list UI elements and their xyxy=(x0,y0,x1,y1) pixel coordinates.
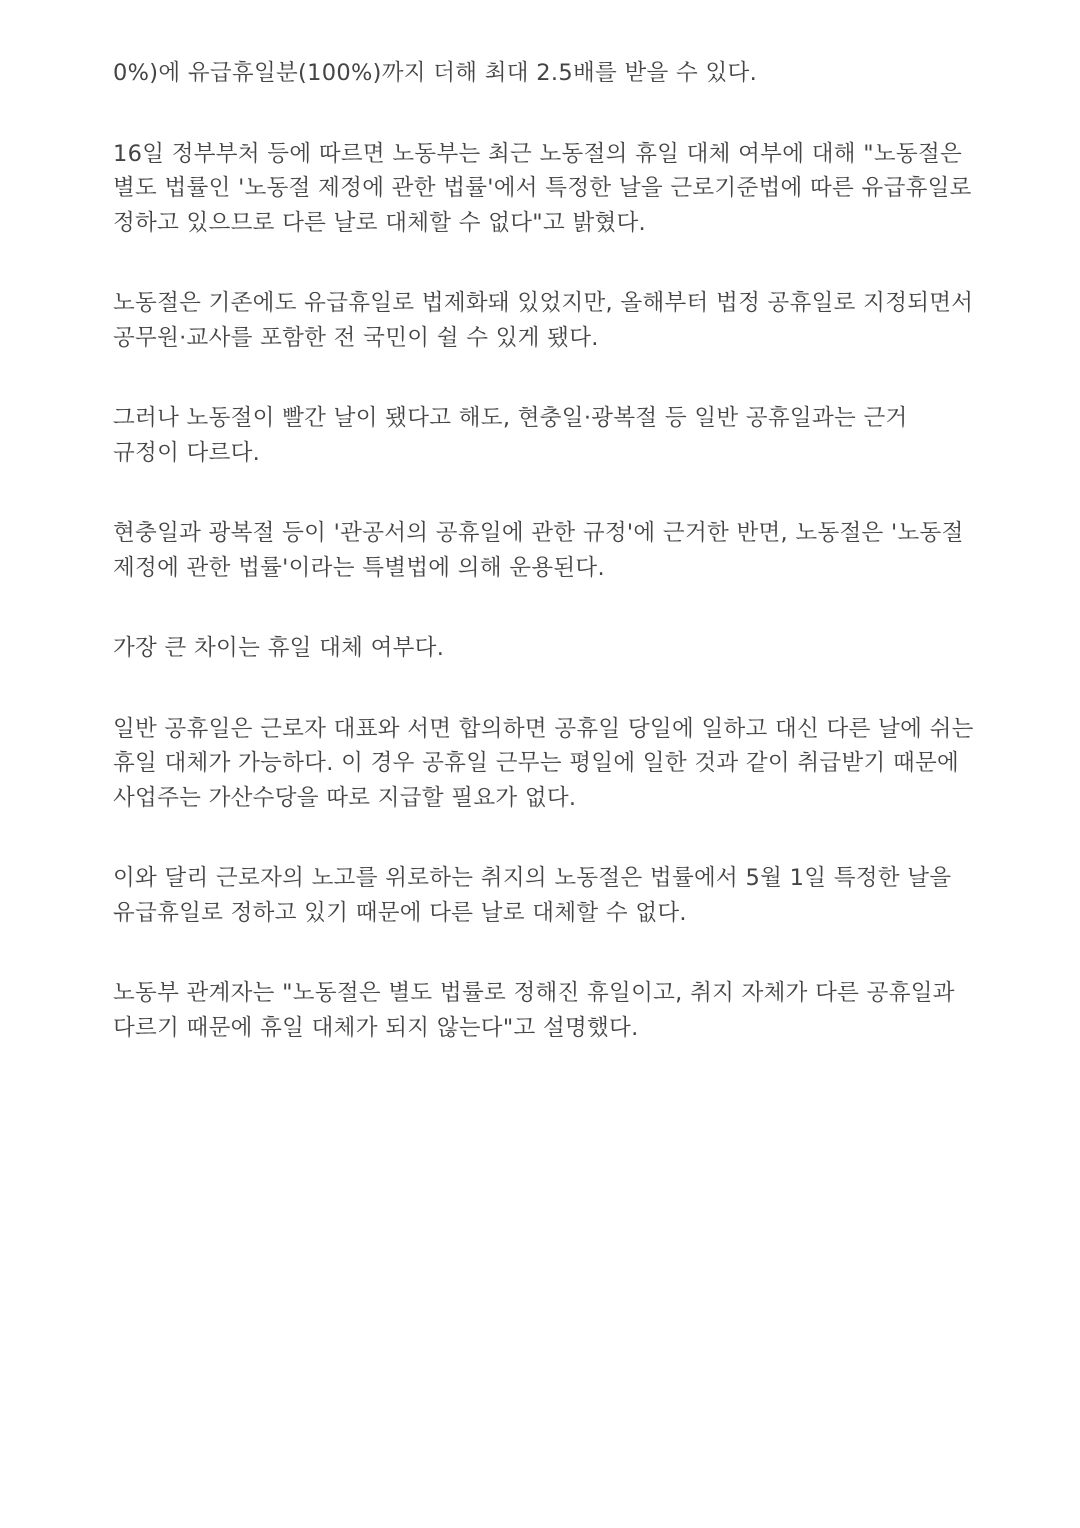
article-paragraph: 일반 공휴일은 근로자 대표와 서면 합의하면 공휴일 당일에 일하고 대신 다른 날에 쉬는 휴일 대체가 가능하다. 이 경우 공휴일 근무는 평일에 일한 것과 같이 취급받기 때문에 사업주는 가산수당을 따로 지급할 필요가 없다. xyxy=(113,715,974,811)
article-paragraph: 노동절은 기존에도 유급휴일로 법제화돼 있었지만, 올해부터 법정 공휴일로 지정되면서 공무원·교사를 포함한 전 국민이 쉴 수 있게 됐다. xyxy=(113,290,974,351)
article-paragraph: 이와 달리 근로자의 노고를 위로하는 취지의 노동절은 법률에서 5월 1일 특정한 날을 유급휴일로 정하고 있기 때문에 다른 날로 대체할 수 없다. xyxy=(113,865,952,926)
article-paragraph: 0%)에 유급휴일분(100%)까지 더해 최대 2.5배를 받을 수 있다. xyxy=(113,60,758,86)
article-paragraph: 16일 정부부처 등에 따르면 노동부는 최근 노동절의 휴일 대체 여부에 대해 "노동절은 별도 법률인 '노동절 제정에 관한 법률'에서 특정한 날을 근로기준법에 따른 유급휴일로 정하고 있으므로 다른 날로 대체할 수 없다"고 밝혔다. xyxy=(113,140,972,236)
article-paragraph: 가장 큰 차이는 휴일 대체 여부다. xyxy=(113,635,445,661)
article-paragraph: 현충일과 광복절 등이 '관공서의 공휴일에 관한 규정'에 근거한 반면, 노동절은 '노동절 제정에 관한 법률'이라는 특별법에 의해 운용된다. xyxy=(113,520,964,581)
article-paragraph: 그러나 노동절이 빨간 날이 됐다고 해도, 현충일·광복절 등 일반 공휴일과는 근거 규정이 다르다. xyxy=(113,405,908,466)
article-paragraph: 노동부 관계자는 "노동절은 별도 법률로 정해진 휴일이고, 취지 자체가 다른 공휴일과 다르기 때문에 휴일 대체가 되지 않는다"고 설명했다. xyxy=(113,980,955,1041)
article-body xyxy=(113,56,975,1091)
